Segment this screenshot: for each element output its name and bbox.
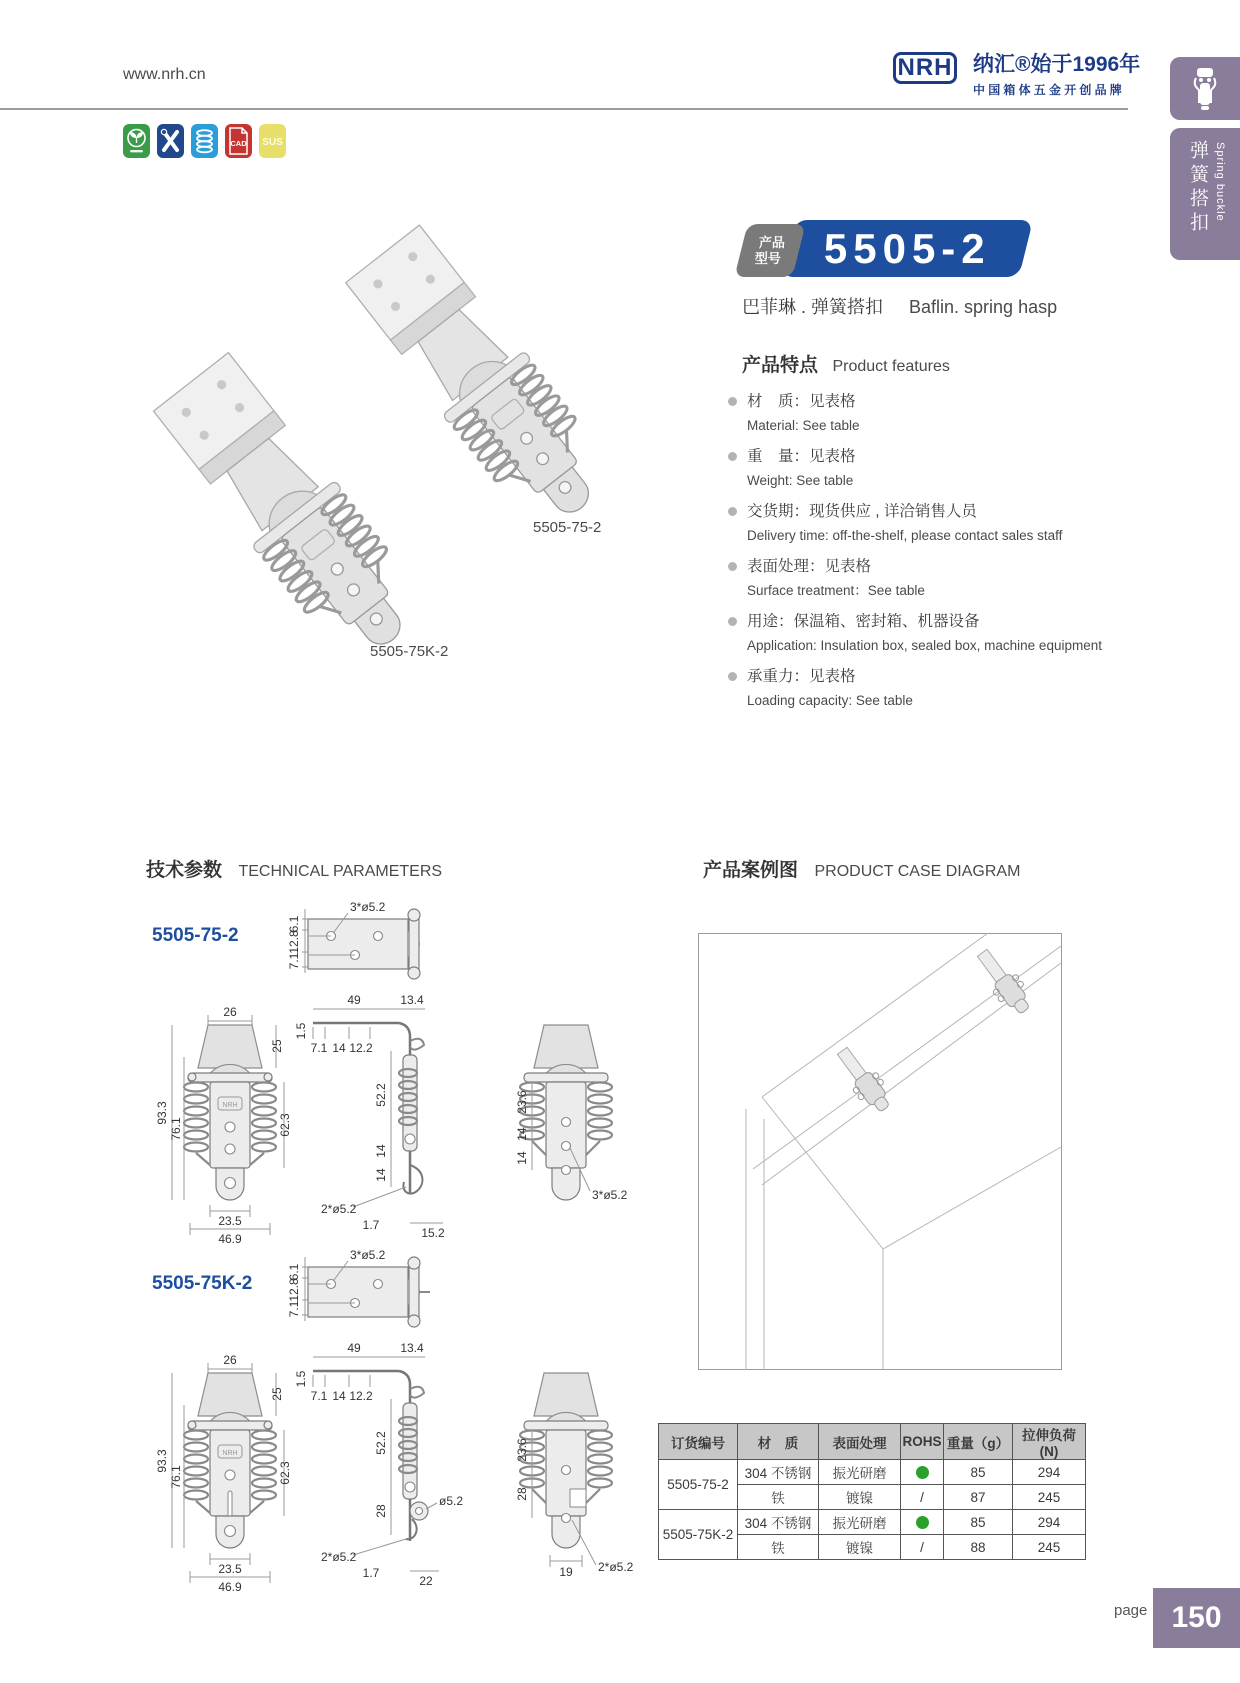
cell-surface: 镀镍 bbox=[819, 1535, 901, 1560]
feature-item bbox=[728, 554, 1114, 602]
svg-text:46.9: 46.9 bbox=[218, 1232, 242, 1245]
nrh-logo bbox=[893, 52, 957, 84]
svg-text:12.2: 12.2 bbox=[349, 1389, 373, 1403]
cell-material: 铁 bbox=[738, 1485, 819, 1510]
model-banner bbox=[781, 220, 1033, 277]
svg-text:26: 26 bbox=[223, 1353, 237, 1367]
col-order-no: 订货编号 bbox=[659, 1424, 738, 1460]
cell-load: 294 bbox=[1013, 1510, 1086, 1535]
svg-text:13.4: 13.4 bbox=[400, 1341, 424, 1355]
col-weight: 重量（g） bbox=[944, 1424, 1013, 1460]
bullet-icon bbox=[728, 507, 737, 516]
sus-icon bbox=[259, 124, 286, 158]
product-photos bbox=[90, 215, 650, 675]
svg-text:49: 49 bbox=[347, 993, 361, 1007]
cell-weight: 87 bbox=[944, 1485, 1013, 1510]
rohs-pass-icon bbox=[916, 1466, 929, 1479]
product-features bbox=[728, 350, 1114, 719]
cell-material: 304 不锈钢 bbox=[738, 1460, 819, 1485]
svg-text:23.6: 23.6 bbox=[515, 1090, 529, 1114]
cad-label: CAD bbox=[230, 139, 247, 148]
back-view bbox=[515, 1025, 628, 1202]
tech-title-en: TECHNICAL PARAMETERS bbox=[238, 863, 443, 880]
feature-en: Material: See table bbox=[747, 418, 860, 433]
product-photo-a bbox=[342, 222, 622, 540]
header-divider bbox=[0, 108, 1128, 110]
case-title-en: PRODUCT CASE DIAGRAM bbox=[814, 863, 1021, 880]
brand-subtitle: 中国箱体五金开创品牌 bbox=[973, 83, 1126, 97]
svg-text:76.1: 76.1 bbox=[169, 1117, 183, 1141]
cell-weight: 88 bbox=[944, 1535, 1013, 1560]
spec-table bbox=[658, 1423, 1086, 1560]
plate-view bbox=[287, 900, 420, 979]
cell-surface: 镀镍 bbox=[819, 1485, 901, 1510]
tech-drawing-5505-75K-2 bbox=[128, 1245, 668, 1593]
feature-item bbox=[728, 664, 1114, 712]
bullet-icon bbox=[728, 672, 737, 681]
category-tab bbox=[1170, 128, 1240, 260]
photo-label-a: 5505-75-2 bbox=[533, 519, 602, 536]
product-photo-b bbox=[149, 349, 434, 672]
feature-item bbox=[728, 609, 1114, 657]
front-view bbox=[155, 1353, 292, 1593]
features-title bbox=[742, 350, 1114, 377]
svg-text:3*ø5.2: 3*ø5.2 bbox=[350, 900, 386, 914]
col-material: 材 质 bbox=[738, 1424, 819, 1460]
svg-text:93.3: 93.3 bbox=[155, 1449, 169, 1473]
feature-item bbox=[728, 389, 1114, 437]
svg-text:2*ø5.2: 2*ø5.2 bbox=[321, 1550, 357, 1564]
svg-text:23.6: 23.6 bbox=[515, 1438, 529, 1462]
page-number-box bbox=[1153, 1588, 1240, 1648]
svg-text:23.5: 23.5 bbox=[218, 1214, 242, 1228]
brand-tagline: 纳汇®始于1996年 bbox=[973, 53, 1141, 76]
feature-item bbox=[728, 444, 1114, 492]
table-header-row bbox=[659, 1424, 1086, 1460]
case-diagram bbox=[698, 933, 1062, 1370]
cell-material: 铁 bbox=[738, 1535, 819, 1560]
back-view bbox=[515, 1373, 634, 1579]
bullet-icon bbox=[728, 452, 737, 461]
cad-file-icon bbox=[225, 124, 252, 158]
eco-icon bbox=[123, 124, 150, 158]
svg-text:12.8: 12.8 bbox=[287, 1278, 301, 1302]
feature-en: Application: Insulation box, sealed box, machine equipment bbox=[747, 638, 1102, 653]
category-tab-icon bbox=[1170, 57, 1240, 120]
product-name-cn: 巴菲琳 . 弹簧搭扣 bbox=[742, 297, 884, 317]
feature-en: Loading capacity: See table bbox=[747, 693, 913, 708]
svg-text:7.1: 7.1 bbox=[287, 1300, 301, 1318]
cell-load: 294 bbox=[1013, 1460, 1086, 1485]
cell-surface: 振光研磨 bbox=[819, 1460, 901, 1485]
model-tag-line1: 产品 bbox=[758, 234, 785, 250]
svg-text:14: 14 bbox=[332, 1041, 346, 1055]
cell-weight: 85 bbox=[944, 1460, 1013, 1485]
svg-text:93.3: 93.3 bbox=[155, 1101, 169, 1125]
features-title-cn: 产品特点 bbox=[742, 355, 819, 376]
drawing-model-label: 5505-75-2 bbox=[152, 925, 239, 946]
svg-text:6.1: 6.1 bbox=[287, 915, 301, 933]
svg-text:62.3: 62.3 bbox=[278, 1113, 292, 1137]
feature-cn: 重 量：见表格 bbox=[747, 448, 856, 465]
features-title-en: Product features bbox=[832, 358, 950, 375]
feature-cn: 表面处理：见表格 bbox=[747, 558, 872, 575]
svg-text:ø5.2: ø5.2 bbox=[439, 1494, 464, 1508]
svg-text:7.1: 7.1 bbox=[287, 952, 301, 970]
side-view bbox=[294, 1341, 463, 1588]
rohs-pass-icon bbox=[916, 1516, 929, 1529]
svg-text:2*ø5.2: 2*ø5.2 bbox=[598, 1560, 634, 1574]
product-name-en: Baflin. spring hasp bbox=[909, 297, 1058, 317]
svg-text:3*ø5.2: 3*ø5.2 bbox=[592, 1188, 628, 1202]
svg-text:62.3: 62.3 bbox=[278, 1461, 292, 1485]
svg-text:14: 14 bbox=[374, 1168, 388, 1182]
svg-text:76.1: 76.1 bbox=[169, 1465, 183, 1489]
buckle-icon bbox=[1188, 65, 1222, 113]
tech-section-title bbox=[146, 855, 442, 882]
bullet-icon bbox=[728, 397, 737, 406]
feature-en: Surface treatment：See table bbox=[747, 583, 925, 598]
col-load: 拉伸负荷 (N) bbox=[1013, 1424, 1086, 1460]
col-rohs: ROHS bbox=[901, 1424, 944, 1460]
cell-load: 245 bbox=[1013, 1535, 1086, 1560]
model-tag-line2: 型号 bbox=[755, 250, 782, 266]
nrh-logo-text: NRH bbox=[897, 54, 953, 81]
svg-text:28: 28 bbox=[515, 1487, 529, 1501]
front-view bbox=[155, 1005, 292, 1245]
svg-text:25: 25 bbox=[270, 1039, 284, 1053]
tools-icon bbox=[157, 124, 184, 158]
svg-text:7.1: 7.1 bbox=[310, 1389, 328, 1403]
svg-text:14: 14 bbox=[515, 1151, 529, 1165]
case-section-title bbox=[703, 855, 1020, 882]
svg-text:3*ø5.2: 3*ø5.2 bbox=[350, 1248, 386, 1262]
svg-text:28: 28 bbox=[374, 1504, 388, 1518]
page-label: page bbox=[1114, 1602, 1148, 1619]
cell-material: 304 不锈钢 bbox=[738, 1510, 819, 1535]
cell-rohs: / bbox=[901, 1535, 944, 1560]
svg-text:7.1: 7.1 bbox=[310, 1041, 328, 1055]
spring-icon bbox=[191, 124, 218, 158]
table-row bbox=[659, 1510, 1086, 1535]
cell-load: 245 bbox=[1013, 1485, 1086, 1510]
cell-weight: 85 bbox=[944, 1510, 1013, 1535]
feature-cn: 交货期：现货供应 , 详洽销售人员 bbox=[747, 503, 977, 520]
side-view bbox=[294, 993, 445, 1240]
svg-text:23.5: 23.5 bbox=[218, 1562, 242, 1576]
svg-text:1.7: 1.7 bbox=[362, 1566, 380, 1580]
svg-text:NRH: NRH bbox=[222, 1102, 238, 1109]
category-name-cn: 弹簧搭扣 bbox=[1187, 140, 1208, 236]
svg-text:NRH: NRH bbox=[222, 1450, 238, 1457]
cell-rohs bbox=[901, 1460, 944, 1485]
feature-cn: 承重力：见表格 bbox=[747, 668, 856, 685]
page-number: 150 bbox=[1171, 1601, 1222, 1634]
cell-model: 5505-75K-2 bbox=[659, 1510, 738, 1560]
feature-item bbox=[728, 499, 1114, 547]
tech-drawing-5505-75-2 bbox=[128, 897, 668, 1245]
feature-en: Delivery time: off-the-shelf, please contact sales staff bbox=[747, 528, 1063, 543]
bullet-icon bbox=[728, 617, 737, 626]
svg-text:46.9: 46.9 bbox=[218, 1580, 242, 1593]
feature-cn: 用途：保温箱、密封箱、机器设备 bbox=[747, 613, 980, 630]
feature-cn: 材 质：见表格 bbox=[747, 393, 856, 410]
svg-text:13.4: 13.4 bbox=[400, 993, 424, 1007]
website-link[interactable]: www.nrh.cn bbox=[123, 66, 206, 83]
svg-text:26: 26 bbox=[223, 1005, 237, 1019]
tech-title-cn: 技术参数 bbox=[146, 860, 223, 881]
svg-text:12.8: 12.8 bbox=[287, 930, 301, 954]
bullet-icon bbox=[728, 562, 737, 571]
svg-text:14: 14 bbox=[374, 1144, 388, 1158]
svg-text:1.5: 1.5 bbox=[294, 1022, 308, 1040]
cell-rohs: / bbox=[901, 1485, 944, 1510]
svg-text:12.2: 12.2 bbox=[349, 1041, 373, 1055]
svg-text:19: 19 bbox=[559, 1565, 573, 1579]
svg-text:25: 25 bbox=[270, 1387, 284, 1401]
svg-text:2*ø5.2: 2*ø5.2 bbox=[321, 1202, 357, 1216]
category-name-en: Spring buckle bbox=[1214, 142, 1226, 222]
svg-text:6.1: 6.1 bbox=[287, 1263, 301, 1281]
table-row bbox=[659, 1460, 1086, 1485]
feature-en: Weight: See table bbox=[747, 473, 854, 488]
svg-text:52.2: 52.2 bbox=[374, 1083, 388, 1107]
cell-rohs bbox=[901, 1510, 944, 1535]
svg-text:22: 22 bbox=[419, 1574, 433, 1588]
plate-view bbox=[287, 1248, 430, 1327]
product-name bbox=[742, 293, 1057, 319]
sus-label: SUS bbox=[262, 137, 283, 148]
svg-text:14: 14 bbox=[515, 1127, 529, 1141]
cell-model: 5505-75-2 bbox=[659, 1460, 738, 1510]
case-title-cn: 产品案例图 bbox=[703, 860, 799, 881]
svg-text:15.2: 15.2 bbox=[421, 1226, 445, 1240]
svg-text:1.5: 1.5 bbox=[294, 1370, 308, 1388]
svg-text:52.2: 52.2 bbox=[374, 1431, 388, 1455]
drawing-model-label: 5505-75K-2 bbox=[152, 1273, 253, 1294]
svg-text:49: 49 bbox=[347, 1341, 361, 1355]
brand-block bbox=[973, 48, 1140, 98]
cell-surface: 振光研磨 bbox=[819, 1510, 901, 1535]
col-surface: 表面处理 bbox=[819, 1424, 901, 1460]
model-number: 5505-2 bbox=[823, 224, 991, 272]
photo-label-b: 5505-75K-2 bbox=[370, 643, 449, 660]
svg-text:14: 14 bbox=[332, 1389, 346, 1403]
svg-text:1.7: 1.7 bbox=[362, 1218, 380, 1232]
